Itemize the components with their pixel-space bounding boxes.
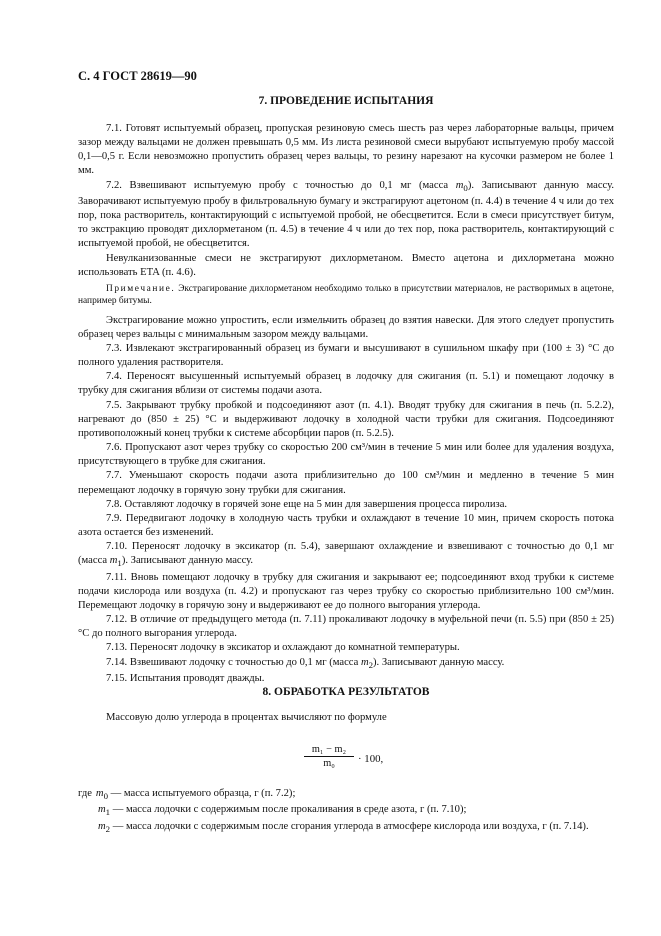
- para-7-8: 7.8. Оставляют лодочку в горячей зоне еще на 5 мин для завершения процесса пиролиза.: [106, 498, 508, 510]
- para-7-1: 7.1. Готовят испытуемый образец, пропуская резиновую смесь шесть раз через лабораторные вальцы, причем зазор между вальцами не должен превышать 0,5 мм. Из листа резиновой смеси вырубают испытуемую пробу массой 0,1—0,5 г. Если невозможно пропустить образец через вальцы, то резину нарезают на кусочки размером не более 1 мм.: [78, 123, 614, 177]
- para-7-2: 7.2. Взвешивают испытуемую пробу с точностью до 0,1 мг (масса $m_0$). Записывают данную массу. Заворачивают испытуемую пробу в фильтровальную бумагу и экстрагируют ацетоном (п. 4.4) в течение 4 ч или до тех пор, пока растворитель, контактирующий с испытуемой пробой, не обесцветится. Если в смеси присутствует битум, то экстракцию проводят дихлорметаном (п. 4.5) в течение 4 ч или до тех пор, пока растворитель, контактирующий с испытуемой пробой, не обесцветится.: [78, 179, 614, 250]
- where-label: где: [78, 788, 92, 799]
- section-7-body: [78, 122, 614, 686]
- para-7-11: 7.11. Вновь помещают лодочку в трубку для сжигания и закрывают ее; подсоединяют вход трубки к системе подачи кислорода или воздуха (п. 4.2) и пропускают газ через трубку со скоростью приблизительно 100 см³/мин. Перемещают лодочку в горячую зону и выдерживают ее до полного выгорания углерода.: [78, 571, 614, 611]
- variable-row-m0: [78, 787, 614, 803]
- variable-row-m2: [78, 820, 614, 836]
- para-7-9: 7.9. Передвигают лодочку в холодную часть трубки и охлаждают в течение 10 мин, причем скорость потока азота остается без изменений.: [78, 512, 614, 538]
- variable-definitions: [78, 787, 614, 836]
- para-7-14: 7.14. Взвешивают лодочку с точностью до 0,1 мг (масса $m_2$). Записывают данную массу.: [106, 656, 505, 670]
- variable-description: — масса лодочки с содержимым после сгорания углерода в атмосфере кислорода или воздуха, г (п. 7.14).: [112, 820, 589, 832]
- variable-description: — масса лодочки с содержимым после прокаливания в среде азота, г (п. 7.10);: [112, 804, 467, 816]
- formula-numerator: m₁ − m₂: [304, 744, 354, 757]
- formula-multiplier: · 100,: [358, 753, 384, 765]
- formula-denominator: m₀: [323, 758, 335, 769]
- variable-row-m1: [78, 803, 614, 819]
- para-7-6: 7.6. Пропускают азот через трубку со скоростью 200 см³/мин в течение 5 мин или более для удаления воздуха, присутствующего в трубке для сжигания.: [78, 442, 614, 468]
- variable-symbol: $m_2$: [98, 820, 111, 834]
- para-7-3: 7.3. Извлекают экстрагированный образец из бумаги и высушивают в сушильном шкафу при (100 ± 3) °С до полного удаления растворителя.: [78, 342, 614, 369]
- para-7-15: 7.15. Испытания проводят дважды.: [106, 672, 265, 684]
- para-7-13: 7.13. Переносят лодочку в эксикатор и охлаждают до комнатной температуры.: [106, 642, 460, 654]
- para-7-4: 7.4. Переносят высушенный испытуемый образец в лодочку для сжигания (п. 5.1) и помещают лодочку в трубку для сжигания вблизи от системы подачи азота.: [78, 371, 614, 397]
- para-7-7: 7.7. Уменьшают скорость подачи азота приблизительно до 100 см³/мин и медленно в течение 5 мин перемещают лодочку в горячую зону трубки для сжигания.: [78, 470, 614, 496]
- formula-fraction: [304, 744, 354, 769]
- note: Примечание. Экстрагирование дихлорметаном необходимо только в присутствии материалов, не растворимых в ацетоне, например битумы.: [78, 283, 614, 307]
- variable-symbol: $m_1$: [98, 804, 111, 818]
- para-7-10: 7.10. Переносят лодочку в эксикатор (п. 5.4), завершают охлаждение и взвешивают с точностью до 0,1 мг (масса $m_1$). Записывают данную массу.: [78, 541, 614, 569]
- variable-symbol: $m_0$: [95, 788, 108, 802]
- para-unvulcanized: Невулканизованные смеси не экстрагируют дихлорметаном. Вместо ацетона и дихлорметана можно использовать ETA (п. 4.6).: [78, 252, 614, 278]
- para-extraction: Экстрагирование можно упростить, если измельчить образец до взятия навески. Для этого следует пропустить образец через вальцы с минимальным зазором между вальцами.: [78, 314, 614, 340]
- formula-intro: Массовую долю углерода в процентах вычисляют по формуле: [106, 712, 387, 723]
- page-header: С. 4 ГОСТ 28619—90: [78, 69, 197, 83]
- para-7-12: 7.12. В отличие от предыдущего метода (п. 7.11) прокаливают лодочку в муфельной печи (п. 5.5) при (850 ± 25) °С до полного выгорания углерода.: [78, 614, 614, 640]
- section-7-title: 7. ПРОВЕДЕНИЕ ИСПЫТАНИЯ: [258, 95, 434, 107]
- variable-description: — масса испытуемого образца, г (п. 7.2);: [110, 788, 296, 799]
- para-7-5: 7.5. Закрывают трубку пробкой и подсоединяют азот (п. 4.1). Вводят трубку для сжигания в печь (п. 5.2.2), нагревают до (850 ± 25) °С и выдерживают лодочку в холодной части трубки для сжигания. Подсоединяют противоположный конец трубки к системе абсорбции паров (п. 5.2.5).: [78, 399, 614, 439]
- section-8-title: 8. ОБРАБОТКА РЕЗУЛЬТАТОВ: [262, 686, 430, 698]
